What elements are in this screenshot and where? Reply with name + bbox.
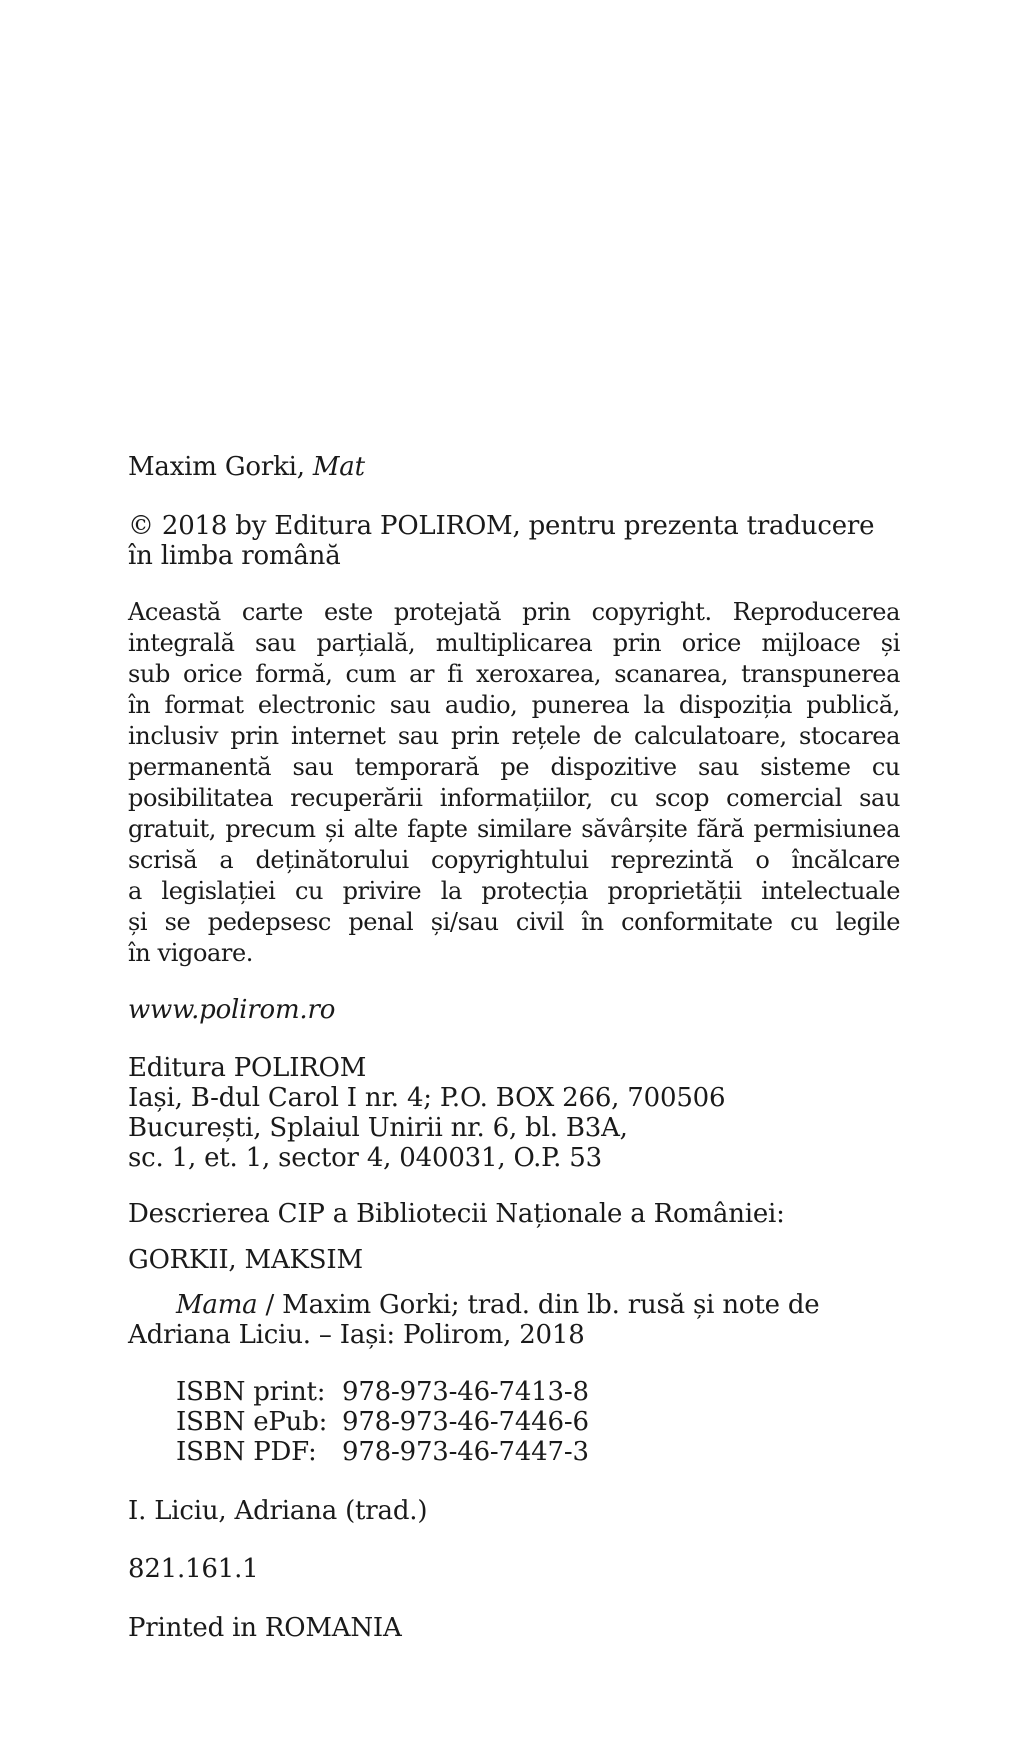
publisher-name: Editura POLIROM [128,1053,367,1083]
isbn-value: 978-973-46-7447-3 [342,1437,589,1467]
cip-record [128,1290,900,1350]
isbn-value: 978-973-46-7413-8 [342,1377,589,1407]
notice-line: integrală sau parțială, multiplicarea prin orice mijloace și [128,629,900,657]
cip-heading: Descrierea CIP a Bibliotecii Naționale a României: [128,1199,785,1229]
publisher-address-3: sc. 1, et. 1, sector 4, 040031, O.P. 53 [128,1143,602,1173]
isbn-row [128,1407,900,1437]
printed-in: Printed in ROMANIA [128,1613,402,1643]
copyright-notice [128,597,900,969]
publisher-address-2: București, Splaiul Unirii nr. 6, bl. B3A, [128,1113,628,1143]
translator-entry: I. Liciu, Adriana (trad.) [128,1496,428,1526]
publisher-block [128,1053,900,1173]
notice-line: în format electronic sau audio, punerea la dispoziția publică, [128,691,900,719]
copyright-line-1: © 2018 by Editura POLIROM, pentru prezenta traducere [128,511,875,541]
record-rest: / Maxim Gorki; trad. din lb. rusă și note de [257,1290,820,1320]
notice-line: posibilitatea recuperării informațiilor, cu scop comercial sau [128,784,900,812]
notice-line: permanentă sau temporară pe dispozitive sau sisteme cu [128,753,900,781]
notice-line: gratuit, precum și alte fapte similare săvârșite fără permisiunea [128,815,900,843]
notice-line: sub orice formă, cum ar fi xeroxarea, scanarea, transpunerea [128,660,900,688]
notice-line: a legislației cu privire la protecția proprietății intelectuale [128,877,900,905]
website [128,995,900,1025]
title-line [128,452,900,482]
isbn-list [128,1377,900,1467]
notice-line: scrisă a deținătorului copyrightului reprezintă o încălcare [128,846,900,874]
copyright-statement [128,511,900,571]
notice-line: în vigoare. [128,939,254,967]
book-title: Mat [312,452,365,482]
publisher-address-1: Iași, B-dul Carol I nr. 4; P.O. BOX 266, 700506 [128,1083,726,1113]
classification: 821.161.1 [128,1554,259,1584]
record-line-2: Adriana Liciu. – Iași: Polirom, 2018 [128,1320,585,1350]
notice-line: inclusiv prin internet sau prin rețele de calculatoare, stocarea [128,722,900,750]
isbn-value: 978-973-46-7446-6 [342,1407,589,1437]
cip-author-heading: GORKII, MAKSIM [128,1245,363,1275]
isbn-label: ISBN PDF: [176,1437,317,1467]
notice-line: și se pedepsesc penal și/sau civil în conformitate cu legile [128,908,900,936]
isbn-label: ISBN print: [176,1377,326,1407]
record-title: Mama [176,1290,258,1320]
isbn-row [128,1377,900,1407]
website-url: www.polirom.ro [128,995,336,1025]
notice-line: Această carte este protejată prin copyright. Reproducerea [128,598,900,626]
isbn-label: ISBN ePub: [176,1407,328,1437]
isbn-row [128,1437,900,1467]
copyright-line-2: în limba română [128,541,341,571]
author-name: Maxim Gorki, [128,452,313,482]
